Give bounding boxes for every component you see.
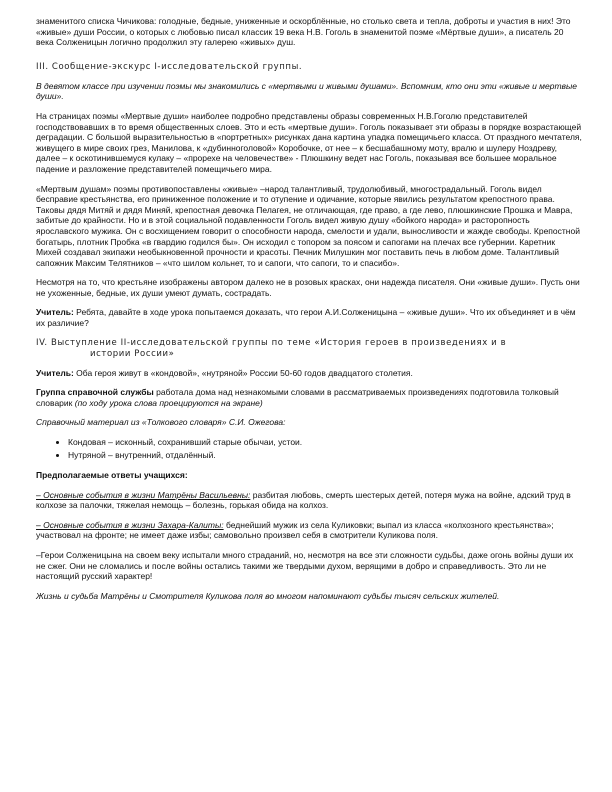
expected-answers-heading: Предполагаемые ответы учащихся: [36,470,188,481]
teacher-remark-text: Оба героя живут в «кондовой», «нутряной» России 50-60 годов двадцатого столетия. [73,367,413,378]
section-4-teacher-remark [36,368,582,379]
reference-group-label: Группа справочной службы [36,387,154,398]
reference-group-paragraph [36,387,582,408]
teacher-label: Учитель: [36,307,74,318]
answer-matryona-text: разбитая любовь, смерть шестерых детей, потеря мужа на войне, адский труд в колхозе за палочки, тяжелая немощь – болезнь, горькая обида на колхоз. [36,489,571,511]
answer-zakhar [36,520,582,541]
definition-list [36,437,582,461]
reference-group-note: (по ходу урока слова проецируются на экране) [74,397,263,408]
teacher-label: Учитель: [36,367,74,378]
answer-heroes: –Герои Солженицына на своем веку испытали много страданий, но, несмотря на все эти сложности судьбы, даже огонь войны души их не сжег. Они не сломались и после войны остались такими же твердыми духом, верящими в добро и справедливость. Это ли не настоящий русский характер! [36,550,574,582]
definition-item: • Нутряной – внутренний, отдалённый. [68,450,582,461]
answer-matryona [36,490,582,511]
conclusion-paragraph: Жизнь и судьба Матрёны и Смотрителя Куликова поля во многом напоминают судьбы тысяч сельских жителей. [36,590,500,601]
reference-group-text: работала дома над незнакомыми словами в рассматриваемых произведениях подготовила толковый словарик [36,387,559,408]
section-4-heading-line1: IV. Выступление II-исследовательской группы по теме «История героев в произведениях и в [36,337,507,348]
section-3-paragraph-dead-souls: На страницах поэмы «Мертвые души» наиболее подробно представлены образы современных Н.В.Гоголю представителей господствовавших в то время общественных слоев. Это и есть «мертвые души». Гоголь показывает эти образы в порядке возрастающей деградации. С большой выразительностью в «портретных» рисунках дана картина упадка помещичьего класса. От праздного мечтателя, живущего в мире своих грез, Манилова, к «дубинноголовой» Коробочке, от нее – к бесшабашному моту, вралю и шулеру Ноздреву, далее – к оскотинившемуся кулаку – «прорехе на человечестве» - Плюшкину ведет нас Гоголь, показывая все большее моральное падение и разложение представителей помещичьего мира. [36,110,582,174]
section-3-teacher-remark [36,307,582,328]
definition-item: • Кондовая – исконный, сохранивший старые обычаи, устои. [68,437,582,448]
answer-zakhar-label: – Основные события в жизни Захара-Калиты: [36,519,224,530]
section-3-question: В девятом классе при изучении поэмы мы знакомились с «мертвыми и живыми душами». Вспомним, кто они эти «живые и мертвые души». [36,80,577,102]
section-3-heading: III. Сообщение-экскурс I-исследовательской группы. [36,61,303,72]
answer-zakhar-text: беднейший мужик из села Куликовки; выпал из класса «колхозного крестьянства»; участвовал на фронте; не имеет даже избы; самовольно произвел себя в смотрители Куликова поля. [36,519,554,541]
section-4-heading-line2: истории России» [90,348,175,359]
teacher-remark-text: Ребята, давайте в ходе урока попытаемся доказать, что герои А.И.Солженицына – «живые души». Что их объединяет и в чём их различие? [36,307,576,329]
section-3-paragraph-living-souls: «Мертвым душам» поэмы противопоставлены «живые» –народ талантливый, трудолюбивый, многострадальный. Гоголь видел бесправие крестьянства, его приниженное положение и то отупение и одичание, которые явились результатом крепостного права. Таковы дядя Митяй и дядя Миняй, крепостная девочка Пелагея, не отличающая, где право, а где лево, плюшкинские Прошка и Мавра, забитые до крайности. Но и в этой социальной подавленности Гоголь видел живую душу «бойкого народа» и расторопность ярославского мужика. Он с восхищением говорит о способности народа, смелости и удали, выносливости и жажде свободы. Крепостной богатырь, плотник Пробка «в гвардию годился бы». Он исходил с топором за поясом и сапогами на плечах все губернии. Каретник Михей создавал экипажи необыкновенной прочности и красоты. Печник Милушкин мог поставить печь в любом доме. Талантливый сапожник Максим Телятников – «что шилом кольнет, то и сапоги, что сапоги, то и спасибо». [36,183,580,268]
document-body [36,16,582,610]
section-4-heading [36,338,582,360]
section-3-paragraph-hope: Несмотря на то, что крестьяне изображены автором далеко не в розовых красках, они надежда писателя. Они «живые души». Пусть они не ухоженные, бедные, их души умеют думать, сострадать. [36,277,580,298]
intro-paragraph: знаменитого списка Чичикова: голодные, бедные, униженные и оскорблённые, но столько света и тепла, доброты и участия в них! Это «живые» души России, о которых с любовью писал классик 19 века Н.В. Гоголь в знаменитой поэме «Мёртвые души», а писатель 20 века Солженицын логично продолжил эту галерею «живых» душ. [36,16,571,48]
answer-matryona-label: – Основные события в жизни Матрёны Васильевны: [36,489,251,500]
dictionary-intro: Справочный материал из «Толкового словаря» С.И. Ожегова: [36,417,286,428]
